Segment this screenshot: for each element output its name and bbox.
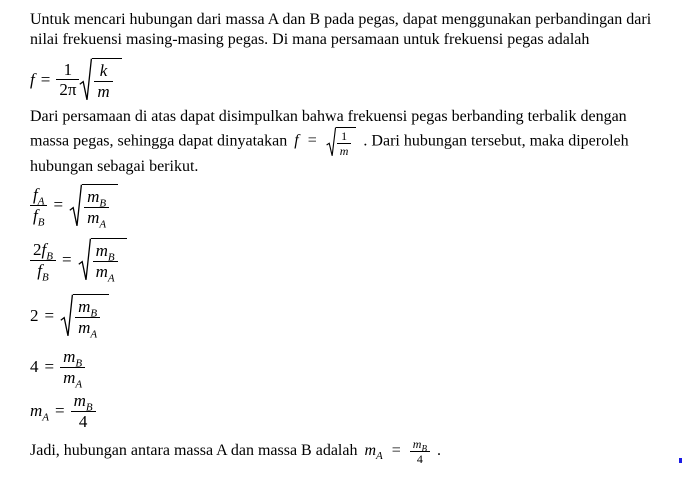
- derivation-text-before: Dari persamaan di atas dapat disimpulkan bahwa frekuensi pegas berbanding terbalik dengan massa pegas, sehingga dapat dinyatakan: [30, 107, 627, 150]
- math-number: 2: [30, 305, 39, 325]
- square-root: [79, 58, 121, 102]
- fraction-denominator: [30, 206, 47, 229]
- sqrt-radicand: [336, 127, 357, 157]
- derivation-step-2: [30, 238, 662, 285]
- conclusion-period: .: [436, 442, 441, 460]
- math-variable-with-subscript: [30, 401, 50, 424]
- square-root: [326, 127, 357, 157]
- subscript: A: [75, 377, 83, 390]
- fraction-denominator: [60, 367, 85, 390]
- subscript: B: [85, 401, 93, 414]
- equals-sign: =: [40, 69, 51, 89]
- derivation-step-1: [30, 184, 662, 228]
- subscript: B: [41, 271, 49, 284]
- math-fraction-lhs: [30, 185, 47, 229]
- fraction-denominator: [93, 262, 118, 285]
- sqrt-radicand: [91, 238, 127, 285]
- subscript: B: [90, 307, 98, 320]
- math-fraction: [94, 62, 112, 101]
- math-variable: m: [87, 207, 100, 227]
- equals-sign: =: [391, 442, 401, 460]
- math-fraction: [60, 346, 85, 390]
- math-variable: m: [63, 367, 76, 387]
- equals-sign: =: [53, 195, 64, 215]
- subscript: B: [75, 357, 83, 370]
- fraction-denominator: [75, 317, 100, 341]
- square-root: [60, 294, 109, 341]
- sqrt-radical-sign: [69, 184, 82, 228]
- derivation-step-4: [30, 346, 662, 390]
- math-number: 2: [33, 239, 42, 259]
- fraction-numerator: [71, 392, 96, 412]
- subscript: A: [90, 328, 98, 341]
- sqrt-radicand: [73, 294, 109, 341]
- equals-sign: =: [44, 305, 55, 325]
- equals-sign: =: [307, 132, 317, 150]
- math-variable-f: f: [294, 132, 299, 150]
- inline-equation-f-sqrt-1-over-m: [294, 128, 360, 158]
- math-variable: f: [33, 185, 38, 205]
- paragraph-conclusion: [30, 438, 662, 465]
- math-variable: m: [95, 262, 108, 282]
- equals-sign: =: [44, 356, 55, 376]
- subscript: A: [99, 217, 107, 230]
- math-variable-with-subscript: [364, 442, 383, 463]
- math-fraction-coefficient: [56, 61, 79, 100]
- fraction-numerator: [75, 298, 100, 318]
- math-fraction: [71, 392, 96, 431]
- math-variable: m: [78, 317, 91, 337]
- subscript: A: [376, 450, 383, 463]
- math-variable: f: [33, 206, 38, 226]
- fraction-numerator: [93, 242, 118, 262]
- fraction-numerator: 1: [56, 61, 79, 81]
- subscript: A: [37, 195, 45, 208]
- math-fraction: [75, 297, 100, 341]
- derivation-step-5: [30, 392, 662, 431]
- cursor-artifact: [679, 458, 682, 463]
- conclusion-text: Jadi, hubungan antara massa A dan massa B adalah: [30, 442, 358, 460]
- fraction-denominator: m: [339, 143, 349, 158]
- math-variable: m: [78, 297, 91, 317]
- fraction-numerator: [30, 241, 56, 261]
- fraction-denominator: [84, 207, 109, 230]
- math-variable: m: [412, 437, 422, 452]
- fraction-denominator: 4: [416, 452, 423, 467]
- subscript: B: [46, 250, 53, 263]
- fraction-numerator: 1: [337, 130, 352, 144]
- inline-equation-ma-equals-mb-over-4: [364, 437, 434, 467]
- math-variable: f: [41, 239, 47, 259]
- fraction-numerator: [30, 186, 47, 206]
- equation-frequency-formula: [30, 58, 662, 102]
- sqrt-radical-sign: [326, 127, 336, 157]
- math-variable: f: [37, 260, 42, 280]
- math-variable-f: f: [30, 69, 35, 89]
- subscript: B: [107, 251, 115, 264]
- math-fraction: [410, 438, 430, 465]
- derivation-text-after: . Dari hubungan tersebut, maka diperoleh hubungan sebagai berikut.: [30, 132, 629, 175]
- sqrt-radical-sign: [60, 294, 73, 338]
- math-variable: m: [95, 241, 108, 261]
- math-variable: m: [63, 346, 76, 366]
- sqrt-radical-sign: [78, 238, 91, 282]
- sqrt-radical-sign: [79, 58, 92, 102]
- math-variable: m: [364, 442, 377, 460]
- subscript: B: [37, 216, 45, 229]
- paragraph-intro: Untuk mencari hubungan dari massa A dan B pada pegas, dapat menggunakan perbandingan dari nilai frekuensi masing-masing pegas. Di mana persamaan untuk frekuensi pegas adalah: [30, 11, 652, 48]
- square-root: [69, 184, 118, 228]
- math-variable: m: [87, 186, 100, 206]
- subscript: B: [99, 197, 107, 210]
- math-variable: m: [30, 401, 43, 421]
- square-root: [78, 238, 127, 285]
- sqrt-radicand: [82, 184, 118, 228]
- fraction-denominator: m: [97, 81, 110, 101]
- fraction-denominator: [30, 260, 56, 284]
- math-fraction: [93, 241, 118, 285]
- fraction-numerator: [84, 188, 109, 208]
- math-fraction: [337, 130, 352, 157]
- math-fraction: [84, 186, 109, 230]
- math-number: 4: [30, 356, 39, 376]
- equals-sign: =: [55, 401, 65, 421]
- fraction-denominator: 2π: [59, 80, 77, 100]
- sqrt-radicand: [92, 58, 121, 102]
- fraction-denominator: 4: [78, 412, 88, 432]
- fraction-numerator: [410, 438, 430, 452]
- paragraph-derivation: [30, 107, 662, 177]
- subscript: A: [107, 272, 115, 285]
- derivation-step-3: [30, 294, 662, 341]
- subscript: A: [42, 411, 50, 424]
- fraction-numerator: k: [94, 62, 112, 82]
- equals-sign: =: [61, 249, 72, 269]
- fraction-numerator: [60, 348, 85, 368]
- subscript: B: [421, 443, 427, 454]
- math-variable: m: [73, 391, 86, 411]
- math-fraction-lhs: [30, 239, 56, 284]
